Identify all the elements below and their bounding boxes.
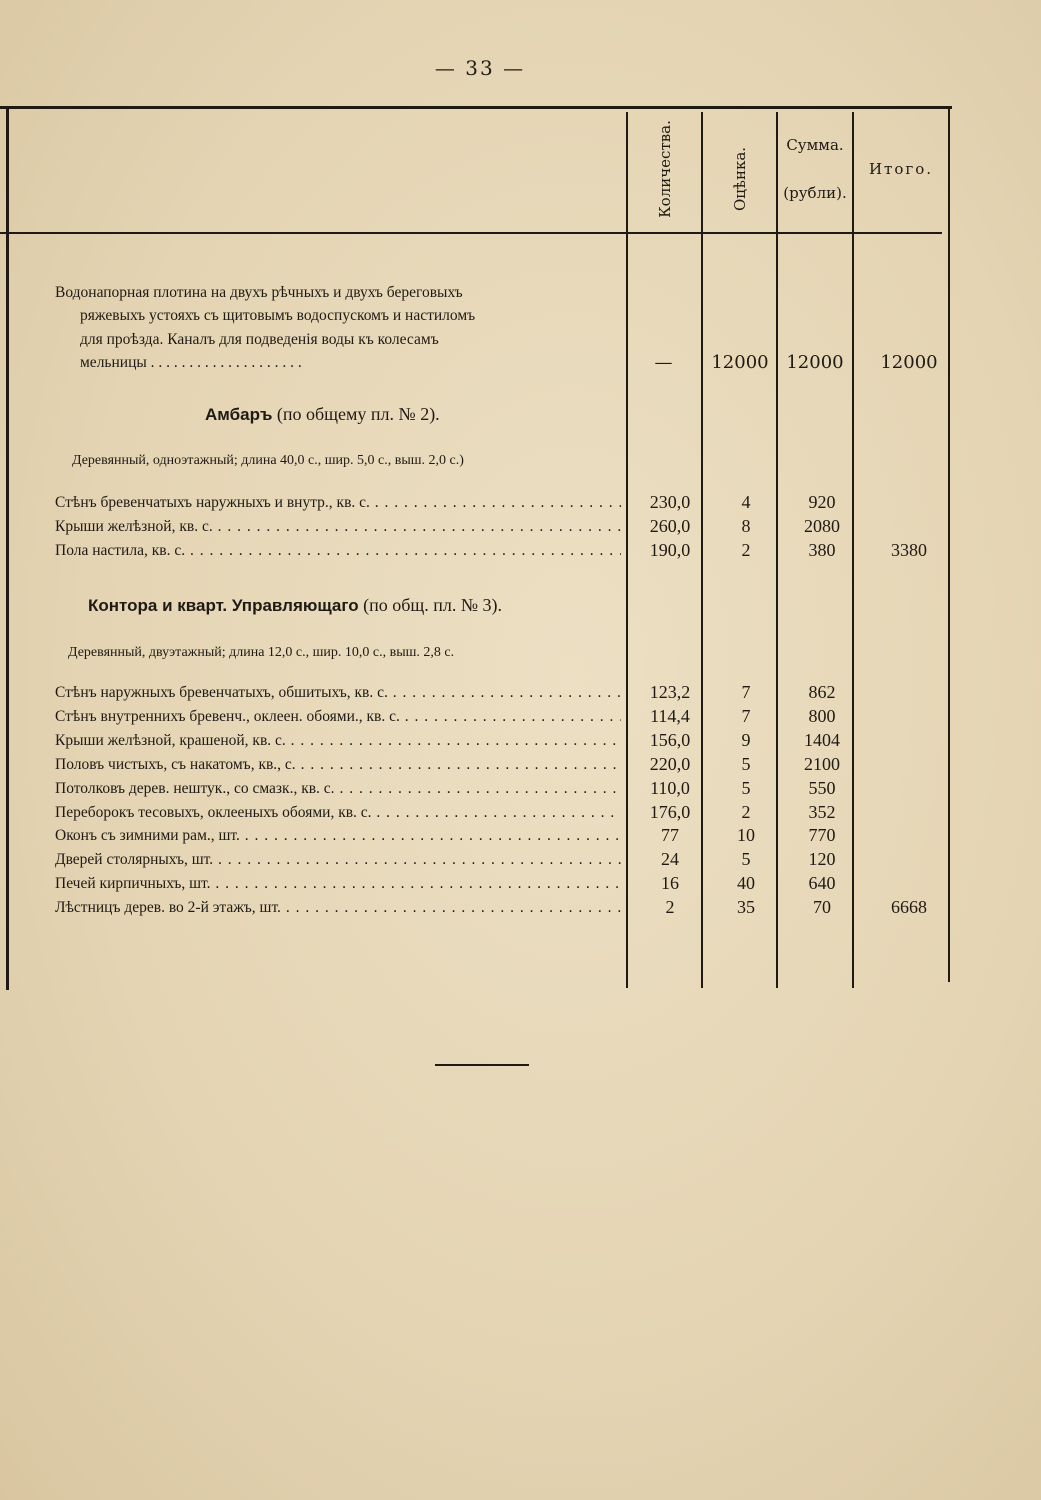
- table-row: [55, 729, 955, 756]
- dam-line-1: Водонапорная плотина на двухъ рѣчныхъ и двухъ береговыхъ: [55, 284, 463, 301]
- row-label: Пола настила, кв. с. . . .: [55, 542, 621, 560]
- row-price: 7: [741, 682, 751, 702]
- row-quantity: 260,0: [649, 515, 691, 536]
- table-row: [55, 827, 955, 851]
- table-row: [55, 515, 955, 542]
- row-price: 35: [737, 897, 755, 918]
- row-price: 2: [741, 539, 751, 560]
- section-kontora-title-rest: (по общ. пл. № 3).: [358, 595, 503, 615]
- row-price: 2: [741, 801, 751, 822]
- section-ambar-subtitle: Деревянный, одноэтажный; длина 40,0 с., шир. 5,0 с., выш. 2,0 с.): [72, 453, 464, 468]
- dam-line-3: для проѣзда. Каналъ для подведенія воды къ колесамъ: [80, 331, 439, 348]
- table-row: [55, 539, 955, 566]
- row-price: 7: [741, 705, 751, 726]
- row-price: 9: [741, 729, 751, 750]
- header-sum-line1: Сумма.: [786, 136, 844, 154]
- row-sum: 550: [808, 777, 836, 798]
- section-ambar-title: [205, 404, 440, 425]
- section-kontora-title: [88, 595, 502, 616]
- row-price: 5: [741, 849, 751, 870]
- row-price: 5: [741, 753, 751, 774]
- row-quantity: 114,4: [650, 705, 690, 726]
- row-sum: 800: [808, 705, 836, 726]
- section-kontora-title-bold: Контора и кварт. Управляющаго: [88, 596, 359, 615]
- row-quantity: 156,0: [649, 729, 691, 750]
- row-sum: 770: [808, 825, 836, 846]
- row-quantity: 176,0: [649, 801, 691, 822]
- row-label: Оконъ съ зимними рам., шт. . . .: [55, 827, 621, 845]
- row-sum: 352: [808, 801, 836, 822]
- row-quantity: 190,0: [649, 539, 691, 560]
- header-sum-line2: (рубли).: [783, 184, 847, 202]
- section-ambar-title-bold: Амбаръ: [205, 405, 273, 424]
- table-row: [55, 777, 955, 804]
- table-left-border: [6, 106, 9, 990]
- row-sum: 120: [808, 849, 836, 870]
- row-price: 8: [741, 515, 751, 536]
- end-rule: [435, 1064, 529, 1066]
- section-ambar-title-rest: (по общему пл. № 2).: [272, 404, 440, 424]
- row-sum: 640: [808, 873, 836, 894]
- row-label: Переборокъ тесовыхъ, оклееныхъ обоями, кв. с. . . .: [55, 804, 621, 822]
- table-header-rule: [0, 232, 942, 234]
- row-price: 40: [737, 873, 755, 894]
- table-row: [55, 801, 955, 828]
- row-sum: 920: [808, 492, 836, 512]
- table-row: [55, 705, 955, 732]
- dam-line-2: ряжевыхъ устояхъ съ щитовымъ водоспускомъ и настиломъ: [80, 307, 476, 324]
- row-price: 5: [741, 777, 751, 798]
- row-label: Стѣнъ бревенчатыхъ наружныхъ и внутр., кв. с. . . .: [55, 494, 621, 512]
- row-label: Половъ чистыхъ, съ накатомъ, кв., с. . . .: [55, 756, 621, 774]
- row-price: 10: [737, 825, 755, 846]
- dam-price: 12000: [711, 352, 769, 373]
- dam-line-4: мельницы . . . . . . . . . . . . . . . . . . . .: [80, 354, 302, 371]
- row-label: Крыши желѣзной, крашеной, кв. с. . . .: [55, 732, 621, 750]
- page-number: — 33 —: [434, 56, 526, 80]
- row-quantity: 2: [665, 897, 675, 918]
- dam-total: 12000: [880, 352, 938, 373]
- table-top-rule: [0, 106, 952, 109]
- row-label: Стѣнъ наружныхъ бревенчатыхъ, обшитыхъ, кв. с. . . .: [55, 684, 621, 702]
- row-quantity: 77: [661, 825, 679, 846]
- row-quantity: 220,0: [649, 753, 691, 774]
- section-kontora-subtitle: Деревянный, двуэтажный; длина 12,0 с., шир. 10,0 с., выш. 2,8 с.: [68, 645, 455, 660]
- row-label: Печей кирпичныхъ, шт. . . .: [55, 875, 621, 893]
- row-total: 6668: [891, 897, 927, 918]
- row-quantity: 230,0: [649, 492, 691, 512]
- table-row: [55, 494, 955, 518]
- row-label: Лѣстницъ дерев. во 2-й этажъ, шт. . . .: [55, 899, 621, 917]
- row-label: Крыши желѣзной, кв. с. . . .: [55, 518, 621, 536]
- row-label: Дверей столярныхъ, шт. . . .: [55, 851, 621, 869]
- table-row: [55, 851, 955, 875]
- row-sum: 1404: [804, 729, 840, 750]
- header-total: Итого.: [868, 160, 934, 178]
- table-row: [55, 875, 955, 899]
- row-price: 4: [741, 492, 751, 512]
- table-row: [55, 753, 955, 780]
- table-row: [55, 899, 955, 923]
- table-row: [55, 684, 955, 708]
- header-price: Оцѣнка.: [731, 146, 749, 212]
- row-sum: 70: [813, 897, 831, 918]
- row-quantity: 123,2: [649, 682, 691, 702]
- row-sum: 2100: [804, 753, 840, 774]
- row-label: Потолковъ дерев. нештук., со смазк., кв. с. . . .: [55, 780, 621, 798]
- dam-quantity: —: [654, 352, 673, 373]
- dam-sum: 12000: [786, 352, 844, 373]
- row-label: Стѣнъ внутреннихъ бревенч., оклеен. обоями., кв. с. . . .: [55, 708, 621, 726]
- row-total: 3380: [891, 539, 927, 560]
- row-quantity: 24: [661, 849, 679, 870]
- row-sum: 862: [808, 682, 836, 702]
- row-sum: 380: [808, 539, 836, 560]
- header-quantity: Количества.: [656, 120, 674, 218]
- row-sum: 2080: [804, 515, 840, 536]
- row-quantity: 110,0: [650, 777, 690, 798]
- row-quantity: 16: [661, 873, 679, 894]
